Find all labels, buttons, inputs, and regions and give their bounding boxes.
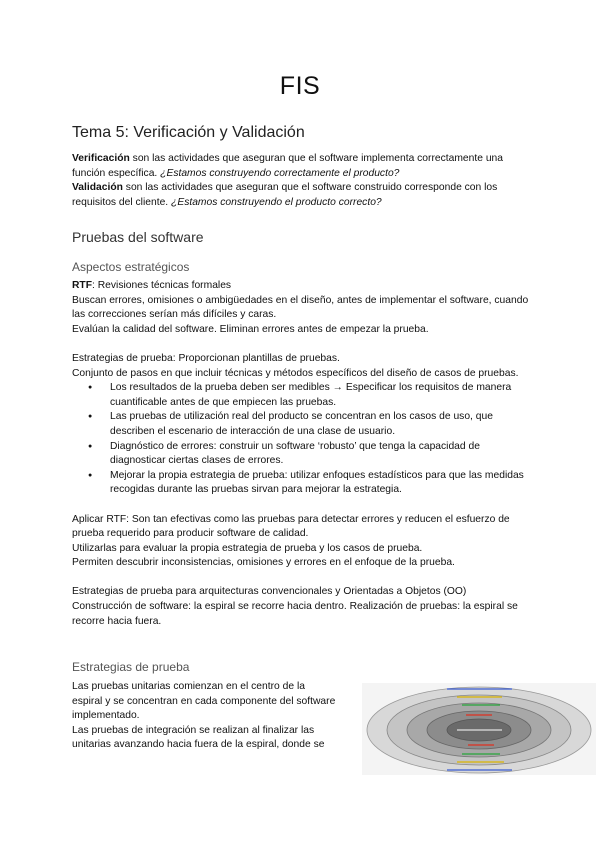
aspects-title: Aspectos estratégicos: [72, 260, 190, 274]
list-item: ● Mejorar la propia estrategia de prueba: utilizar enfoques estadísticos para que las medidas recogidas durante las pruebas sirvan para mejorar la estrategia.: [110, 469, 532, 498]
subsection-title: Pruebas del software: [72, 229, 204, 245]
rtf-heading: [72, 279, 532, 294]
validation-term: Validación: [72, 182, 123, 194]
list-item: ● Las pruebas de utilización real del producto se concentran en los casos de uso, que describen el escenario de interacción de una clase de usuario.: [110, 410, 532, 439]
verification-text: son las actividades que aseguran que el software implementa correctamente una función específica.: [72, 153, 504, 179]
verification-paragraph: [72, 152, 532, 181]
intro-block: [72, 152, 532, 210]
unit-tests-paragraph: Las pruebas unitarias comienzan en el centro de la espiral y se concentran en cada componente del software implementado.: [72, 681, 336, 722]
strategies2-text: [72, 680, 337, 753]
verification-question: ¿Estamos construyendo correctamente el producto?: [160, 167, 400, 179]
verification-term: Verificación: [72, 153, 130, 164]
apply-rtf-line-1: Aplicar RTF: Son tan efectivas como las pruebas para detectar errores y reducen el esfuerzo de prueba requerido para producir software de calidad.: [72, 513, 510, 540]
apply-rtf-line-2: Utilizarlas para evaluar la propia estrategia de prueba y los casos de prueba.: [72, 542, 423, 554]
strategies-bullet-list: [72, 381, 532, 498]
validation-question: ¿Estamos construyendo el producto correcto?: [171, 196, 382, 208]
rtf-line-1: Buscan errores, omisiones o ambigüedades en el diseño, antes de implementar el software, cuando las correcciones serían más difíciles y caras.: [72, 294, 529, 321]
document-title: FIS: [279, 72, 321, 100]
testing-spiral-figure: [362, 683, 596, 775]
section-title: Tema 5: Verificación y Validación: [72, 124, 305, 141]
strategies2-title: Estrategias de prueba: [72, 660, 190, 674]
rtf-line-2: Evalúan la calidad del software. Eliminan errores antes de empezar la prueba.: [72, 323, 429, 335]
list-item: ● Diagnóstico de errores: construir un software ‘robusto’ que tenga la capacidad de diagnosticar ciertas clases de errores.: [110, 440, 532, 469]
rtf-block: [72, 279, 532, 629]
apply-rtf-line-3: Permiten descubrir inconsistencias, omisiones y errores en el enfoque de la prueba.: [72, 557, 455, 569]
validation-text: son las actividades que aseguran que el software construido corresponde con los requisitos del cliente.: [72, 182, 498, 208]
oo-line-2: Construcción de software: la espiral se recorre hacia dentro. Realización de pruebas: la espiral se recorre hacia fuera.: [72, 601, 518, 627]
validation-paragraph: [72, 181, 532, 210]
integration-tests-paragraph: Las pruebas de integración se realizan al finalizar las unitarias avanzando hacia fuera de la espiral, donde se: [72, 724, 325, 751]
list-item: ● Los resultados de la prueba deben ser medibles → Especificar los requisitos de manera cuantificable antes de que empiecen las pruebas.: [110, 381, 532, 410]
rtf-label: : Revisiones técnicas formales: [92, 280, 232, 291]
strategies-line-2: Conjunto de pasos en que incluir técnicas y métodos específicos del diseño de casos de pruebas.: [72, 367, 519, 379]
oo-line-1: Estrategias de prueba para arquitecturas convencionales y Orientadas a Objetos (OO): [72, 586, 467, 598]
strategies-line-1: Estrategias de prueba: Proporcionan plantillas de pruebas.: [72, 352, 340, 364]
rtf-term: RTF: [72, 280, 93, 291]
